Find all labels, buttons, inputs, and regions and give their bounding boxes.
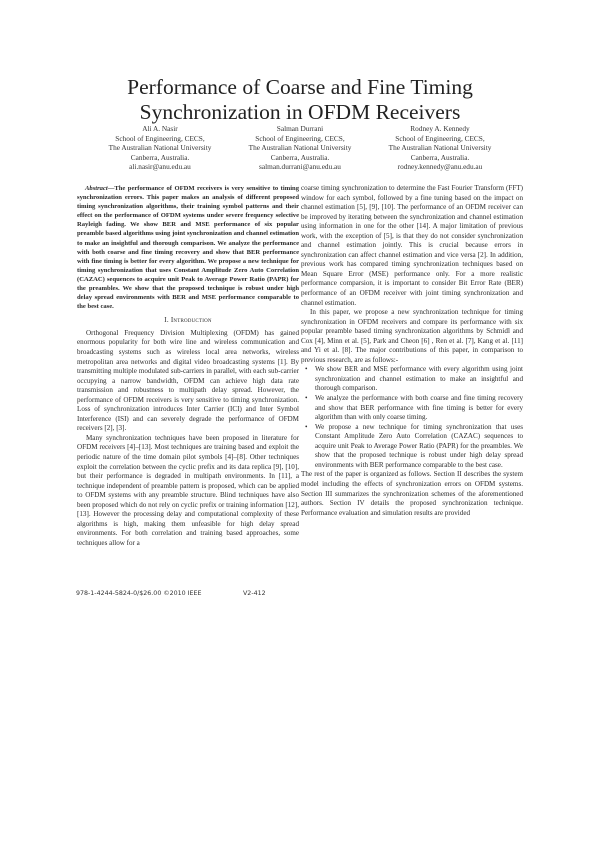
right-column: [301, 184, 523, 518]
title-line-2: Synchronization in OFDM Receivers: [139, 100, 461, 124]
bullet-icon: •: [305, 422, 308, 431]
author-name: Rodney A. Kennedy: [410, 124, 470, 133]
footer-copyright: 978-1-4244-5824-0/$26.00 ©2010 IEEE: [76, 590, 202, 597]
author-city: Canberra, Australia.: [130, 152, 190, 162]
list-item: [305, 394, 523, 423]
intro-paragraph-1: Orthogonal Frequency Division Multiplexing (OFDM) has gained enormous popularity for both wire line and wireless communication and broadcasting systems such as wireless local area networks, wireless metropolitan area networks and digital video broadcasting systems [1]. By transmitting multiple modulated sub-carriers in parallel, with each sub-carrier occupying a narrow bandwidth, OFDM can achieve high data rate transmission and robustness to multipath delay spread. However, the performance of OFDM receivers is very sensitive to timing synchronization. Loss of synchronization introduces Inter Carrier (ICI) and Inter Symbol Interference (ISI) and can severely degrade the performance of OFDM receivers [2], [3].: [77, 328, 299, 433]
author-name: Ali A. Nasir: [142, 124, 178, 133]
author-email: rodney.kennedy@anu.edu.au: [397, 162, 483, 172]
section-number: I.: [164, 316, 169, 325]
author-affiliation: School of Engineering, CECS,: [255, 133, 345, 143]
author-3: [375, 124, 505, 172]
list-item-text: We analyze the performance with both coarse and fine timing recovery and show that BER performance with fine timing is better for every algorithm than with only coarse timing.: [315, 394, 523, 422]
abstract-label: Abstract: [85, 185, 108, 192]
author-name: Salman Durrani: [276, 124, 324, 133]
author-1: [95, 124, 225, 172]
left-column: [77, 184, 299, 548]
author-affiliation: School of Engineering, CECS,: [395, 133, 485, 143]
author-affiliation: The Australian National University: [108, 143, 212, 153]
list-item: [305, 365, 523, 394]
author-2: [235, 124, 365, 172]
author-affiliation: The Australian National University: [388, 143, 492, 153]
author-email: ali.nasir@anu.edu.au: [129, 162, 191, 172]
section-title: Introduction: [170, 316, 212, 325]
author-city: Canberra, Australia.: [410, 152, 470, 162]
intro-paragraph-2: Many synchronization techniques have been proposed in literature for OFDM receivers [4]–[13]. Most techniques are training based and exploit the periodic nature of the time domain pilot symbols [4]–[8]. Other techniques exploit the correlation between the cyclic prefix and its data replica [9], [10], but their performance is degraded in multipath environments. In [11], a technique independent of preamble pattern is proposed, which can be applied to OFDM systems with any preamble structure. Blind techniques have also been proposed which do not rely on cyclic prefix or training information [12], [13]. However the processing delay and computational complexity of these algorithms is high, making them unfeasible for high delay spread environments. For both correlation and training based approaches, some techniques allow for a: [77, 433, 299, 547]
author-affiliation: School of Engineering, CECS,: [115, 133, 205, 143]
title-line-1: Performance of Coarse and Fine Timing: [127, 75, 473, 99]
author-email: salman.durrani@anu.edu.au: [259, 162, 341, 172]
bullet-icon: •: [305, 394, 308, 403]
author-block: [95, 124, 505, 172]
contributions-list: [301, 365, 523, 470]
author-city: Canberra, Australia.: [270, 152, 330, 162]
right-paragraph-2: In this paper, we propose a new synchronization technique for timing synchronization in OFDM receivers and compare its performance with six popular preamble based timing synchronization algorithms by Schmidl and Cox [4], Minn et al. [5], Park and Cheon [6] , Ren et al. [7], Kang et al. [11] and Yi et al. [8]. The major contributions of this paper, in comparison to previous research, are as follows:-: [301, 308, 523, 364]
list-item-text: We show BER and MSE performance with every algorithm using joint synchronization and channel estimation to make an insightful and thorough comparison.: [315, 365, 523, 393]
paper-title: [0, 75, 600, 125]
abstract-text: —The performance of OFDM receivers is very sensitive to timing synchronization errors. This paper makes an analysis of different proposed timing synchronization algorithms, their training symbol patterns and their effect on the performance of OFDM systems under severe frequency selective Rayleigh fading. We show BER and MSE performance of six popular preamble based algorithms using joint synchronization and channel estimation to make an insightful and thorough comparison. We analyze the performance with both coarse and fine timing recovery and show that BER performance with fine timing is better for every algorithm. We propose a new technique for timing synchronization that uses Constant Amplitude Zero Auto Correlation (CAZAC) sequences to acquire unit Peak to Average Power Ratio (PAPR) for the preambles. We show that the proposed technique is robust under high delay spread environments with BER and MSE performance comparable to the best case.: [77, 185, 299, 311]
bullet-icon: •: [305, 365, 308, 374]
list-item: [305, 422, 523, 471]
footer-page-number: V2-412: [243, 590, 266, 597]
right-paragraph-3: The rest of the paper is organized as follows. Section II describes the system model including the effects of synchronization errors on OFDM systems. Section III summarizes the synchronization schemes of the aforementioned authors. Section IV details the proposed synchronization technique. Performance evaluation and simulation results are provided: [301, 470, 523, 517]
abstract: [77, 184, 299, 311]
list-item-text: We propose a new technique for timing synchronization that uses Constant Amplitude Zero Auto Correlation (CAZAC) sequences to acquire unit Peak to Average Power Ratio (PAPR) for the preambles. We show that the proposed technique is robust under high delay spread environments with BER performance comparable to the best case.: [315, 422, 523, 469]
right-paragraph-1: coarse timing synchronization to determine the Fast Fourier Transform (FFT) window for each symbol, followed by a fine tuning based on the impact on channel estimation [5], [9], [10]. The performance of an OFDM receiver can be improved by iterating between the synchronization and channel estimation using information in one for the other [14]. A major limitation of previous work, with the exception of [5], is that they do not consider synchronization and channel estimation jointly. This is crucial because errors in synchronization can affect channel estimation and vice versa [2]. In addition, previous work has compared timing synchronization techniques based on Mean Square Error (MSE) performance only. For a more realistic performance comparsion, it is important to consider Bit Error Rate (BER) performance of an OFDM receiver with joint timing synchronization and channel estimation.: [301, 184, 523, 307]
section-heading-introduction: [77, 316, 299, 326]
author-affiliation: The Australian National University: [248, 143, 352, 153]
